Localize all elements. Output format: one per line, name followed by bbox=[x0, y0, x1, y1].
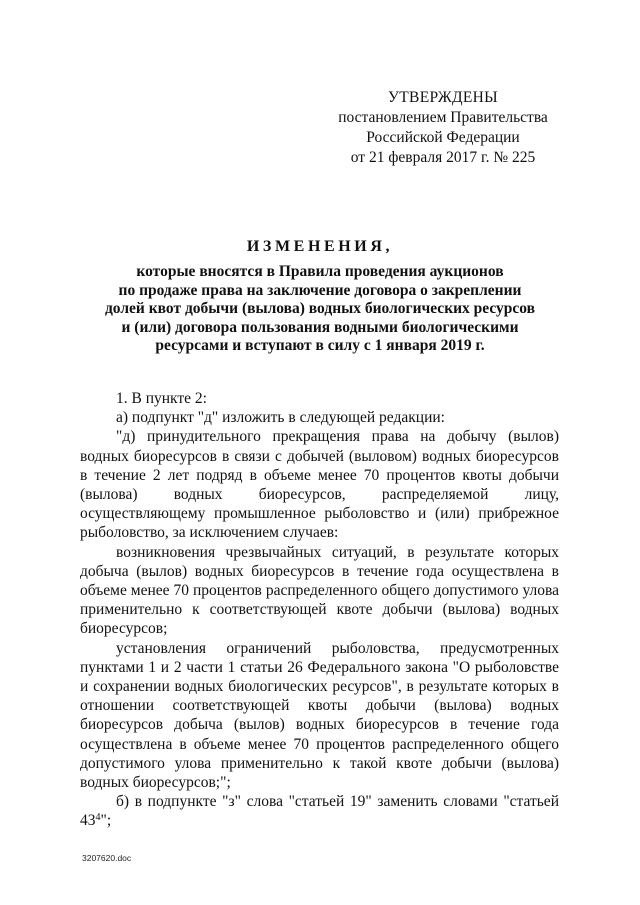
paragraph-exception-restrictions: установления ограничений рыболовства, предусмотренных пунктами 1 и 2 части 1 статьи 26 Федерального закона "О рыболовстве и сохранении водных биологических ресурсов", в результате которых в отношении соответствующей квоты добычи (вылова) водных биоресурсов добыча (вылов) водных биоресурсов в течение года осуществлена в объеме менее 70 процентов распределенного общего допустимого улова применительно к такой квоте добычи (вылова) водных биоресурсов;"; bbox=[80, 639, 559, 792]
subtitle-line: ресурсами и вступают в силу с 1 января 2019 г. bbox=[155, 337, 485, 355]
footer-file-name: 3207620.doc bbox=[82, 853, 132, 863]
approval-title: УТВЕРЖДЕНЫ bbox=[388, 89, 498, 106]
document-title: ИЗМЕНЕНИЯ, bbox=[246, 238, 394, 255]
subtitle-line: по продаже права на заключение договора о закреплении bbox=[118, 281, 522, 299]
paragraph-exception-emergency: возникновения чрезвычайных ситуаций, в результате которых добыча (вылов) водных биоресурсов в течение года осуществлена в объеме менее 70 процентов распределенного общего допустимого улова применительно к соответствующей квоте добычи (вылова) водных биоресурсов; bbox=[80, 543, 559, 638]
subtitle-line: и (или) договора пользования водными биологическими bbox=[121, 318, 519, 336]
document-subtitle bbox=[100, 263, 540, 356]
article-superscript: 4 bbox=[95, 812, 101, 824]
approval-line-decree: постановлением Правительства bbox=[338, 109, 548, 126]
paragraph-subpoint-b bbox=[80, 792, 559, 830]
approval-stamp bbox=[336, 88, 550, 168]
subpoint-b-end: "; bbox=[100, 812, 112, 830]
subtitle-line: которые вносятся в Правила проведения аукционов bbox=[136, 263, 504, 280]
subpoint-b-text: б) в подпункте "з" слова "статьей 19" заменить словами "статьей 43 bbox=[80, 793, 559, 830]
approval-line-government: Российской Федерации bbox=[366, 129, 520, 146]
approval-line-date-number: от 21 февраля 2017 г. № 225 bbox=[350, 149, 536, 166]
subtitle-line: долей квот добычи (вылова) водных биологических ресурсов bbox=[104, 300, 536, 318]
paragraph-point-1: 1. В пункте 2: bbox=[116, 390, 207, 407]
document-body bbox=[80, 389, 559, 831]
paragraph-subpoint-a: а) подпункт "д" изложить в следующей редакции: bbox=[116, 409, 445, 427]
paragraph-subpoint-d-text: "д) принудительного прекращения права на добычу (вылов) водных биоресурсов в связи с добычей (выловом) водных биоресурсов в течение 2 лет подряд в объеме менее 70 процентов квоты добычи (вылова) водных биоресурсов, распределяемой лицу, осуществляющему промышленное рыболовство и (или) прибрежное рыболовство, за исключением случаев: bbox=[80, 428, 559, 542]
